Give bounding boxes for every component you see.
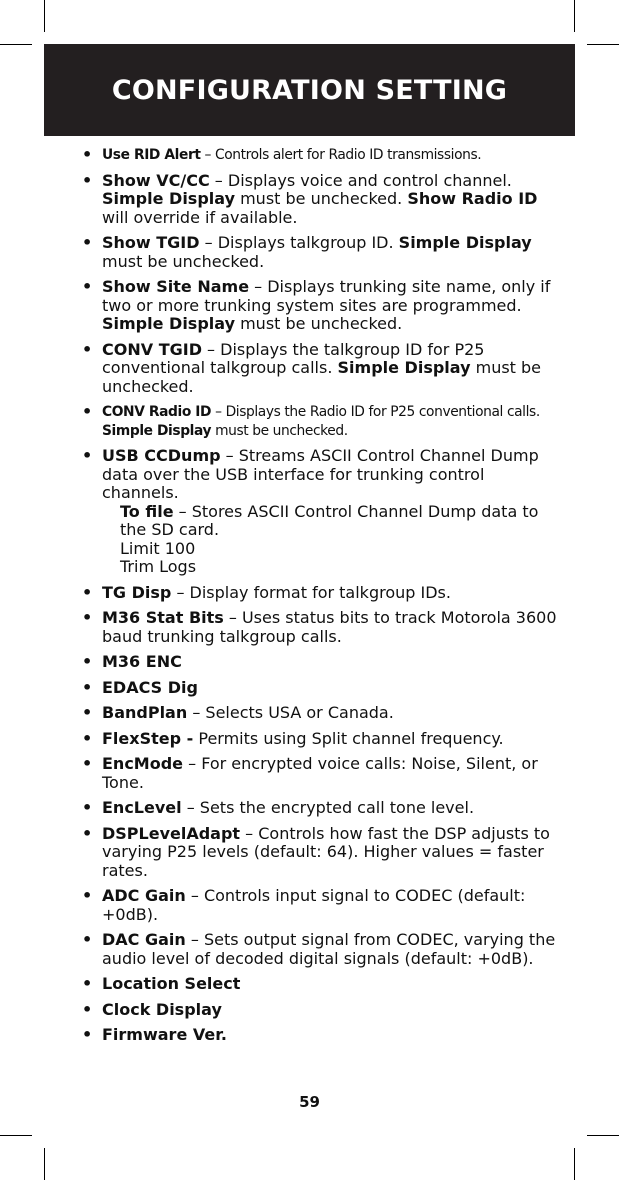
item-term: M36 ENC xyxy=(102,652,182,671)
list-item-clock-display xyxy=(78,1001,558,1020)
page-header xyxy=(44,44,575,136)
sub-option-to-file: To file – Stores ASCII Control Channel Dump data to the SD card. xyxy=(120,501,539,539)
crop-mark xyxy=(0,44,32,45)
item-term: CONV TGID xyxy=(102,339,202,359)
bullet: • xyxy=(82,608,93,627)
item-term: DAC Gain xyxy=(102,930,186,949)
bullet: • xyxy=(82,170,93,190)
item-term: EncLevel xyxy=(102,798,182,817)
item-term: Show TGID xyxy=(102,233,200,252)
bullet: • xyxy=(82,277,93,296)
item-term: EncMode xyxy=(102,754,184,773)
crop-mark xyxy=(0,1135,32,1136)
bullet: • xyxy=(82,233,93,252)
bullet: • xyxy=(82,582,93,602)
list-item-location-select xyxy=(78,975,558,994)
bullet: • xyxy=(82,930,93,949)
crop-mark xyxy=(574,1148,575,1180)
page-number: 59 xyxy=(299,1093,320,1111)
item-term: BandPlan xyxy=(102,703,188,722)
list-item-m36-stat-bits: • M36 Stat Bits – Uses status bits to track Motorola 3600 baud trunking talkgroup calls. xyxy=(82,608,557,646)
item-term: Show VC/CC xyxy=(102,170,210,190)
bullet: • xyxy=(82,798,93,817)
item-term: Clock Display xyxy=(102,999,222,1019)
bullet: • xyxy=(82,754,93,773)
list-item-enclevel: • EncLevel – Sets the encrypted call tone level. xyxy=(82,798,475,817)
item-term: Show Site Name xyxy=(102,277,250,296)
bullet: • xyxy=(82,703,93,722)
bullet: • xyxy=(82,974,93,993)
bullet: • xyxy=(82,402,92,421)
list-item-dsplevеladapt: • DSPLevelAdapt – Controls how fast the DSP adjusts to varying P25 levels (default: 64). Higher values = faster rates. xyxy=(82,823,550,880)
list-item-m36-enc xyxy=(78,653,558,672)
sub-option-trim-logs: Trim Logs xyxy=(120,557,197,576)
item-term: USB CCDump xyxy=(102,446,221,465)
item-term: Firmware Ver. xyxy=(102,1025,227,1044)
list-item-conv-radio-id: • CONV Radio ID – Displays the Radio ID for P25 conventional calls. Simple Display must be unchecked. xyxy=(82,402,540,439)
bullet: • xyxy=(82,1025,93,1044)
list-item-conv-tgid: • CONV TGID – Displays the talkgroup ID for P25 conventional talkgroup calls. Simple Display must be unchecked. xyxy=(82,339,542,396)
list-item-show-vc-cc: • Show VC/CC – Displays voice and control channel. Simple Display must be unchecked. Show Radio ID will override if available. xyxy=(82,170,538,227)
bullet: • xyxy=(82,823,93,843)
bullet: • xyxy=(82,728,93,748)
list-item-flexstep: • FlexStep - Permits using Split channel frequency. xyxy=(82,728,504,748)
item-term: TG Disp xyxy=(102,582,172,602)
list-item-dac-gain: • DAC Gain – Sets output signal from CODEC, varying the audio level of decoded digital signals (default: +0dB). xyxy=(82,930,556,968)
list-item-show-tgid: • Show TGID – Displays talkgroup ID. Simple Display must be unchecked. xyxy=(82,233,532,271)
crop-mark xyxy=(44,1148,45,1180)
bullet: • xyxy=(82,677,93,697)
crop-mark xyxy=(587,44,619,45)
crop-mark xyxy=(587,1135,619,1136)
crop-mark xyxy=(574,0,575,32)
bullet: • xyxy=(82,652,93,671)
list-item-encmode: • EncMode – For encrypted voice calls: Noise, Silent, or Tone. xyxy=(82,754,538,792)
list-item-use-rid-alert: • Use RID Alert – Controls alert for Radio ID transmissions. xyxy=(82,145,482,164)
settings-list xyxy=(78,146,558,1052)
page-title: CONFIGURATION SETTING xyxy=(111,74,508,106)
bullet: • xyxy=(82,446,93,465)
list-item-firmware-ver xyxy=(78,1026,558,1045)
item-term: EDACS Dig xyxy=(102,677,198,697)
sub-option-limit: Limit 100 xyxy=(120,538,196,558)
item-term: CONV Radio ID xyxy=(102,404,212,420)
item-term: Location Select xyxy=(102,974,241,993)
list-item-usb-ccdump: • USB CCDump – Streams ASCII Control Channel Dump data over the USB interface for trunking control channels. To file – Stores ASCII Control Channel Dump data to the SD card. Limit 100 Trim Logs xyxy=(78,447,558,577)
item-term: DSPLevelAdapt xyxy=(102,823,241,843)
crop-mark xyxy=(44,0,45,32)
bullet: • xyxy=(82,339,93,359)
list-item-edacs-dig xyxy=(78,679,558,698)
bullet: • xyxy=(82,886,93,905)
list-item-show-site-name: • Show Site Name – Displays trunking site name, only if two or more trunking system sites are programmed. Simple Display must be unchecked. xyxy=(82,277,551,333)
item-term: FlexStep - xyxy=(102,728,194,748)
item-term: M36 Stat Bits xyxy=(102,608,224,627)
list-item-tg-disp: • TG Disp – Display format for talkgroup IDs. xyxy=(82,582,451,602)
list-item-adc-gain: • ADC Gain – Controls input signal to CODEC (default: +0dB). xyxy=(82,886,526,924)
item-term: Use RID Alert xyxy=(102,147,201,163)
list-item-bandplan: • BandPlan – Selects USA or Canada. xyxy=(82,703,394,722)
item-term: ADC Gain xyxy=(102,886,186,905)
bullet: • xyxy=(82,999,93,1019)
bullet: • xyxy=(82,145,92,164)
